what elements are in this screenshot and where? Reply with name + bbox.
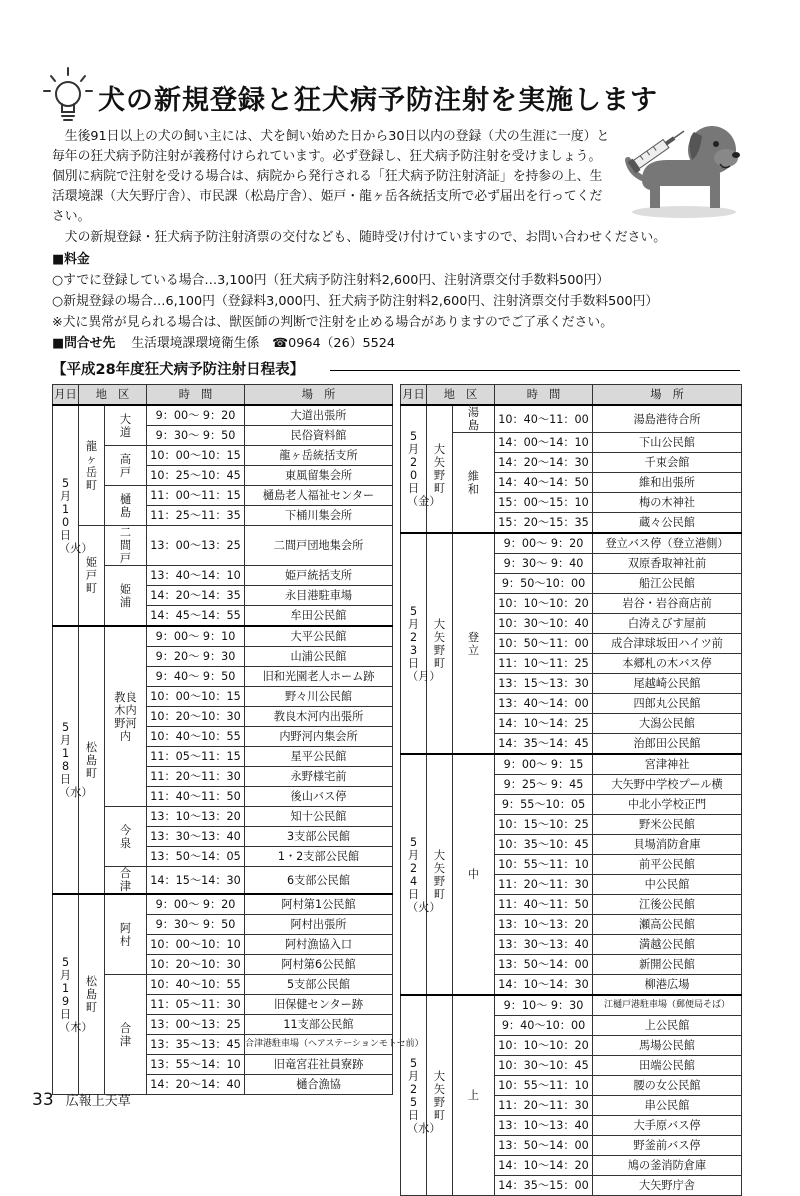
table-row — [401, 533, 742, 554]
table-row — [401, 433, 742, 453]
schedule-time: 10：10～10：20 — [495, 594, 593, 614]
schedule-title-rule — [330, 370, 740, 371]
schedule-area — [105, 867, 147, 895]
header-date: 月日 — [401, 385, 427, 406]
schedule-place: 5支部公民館 — [245, 975, 393, 995]
schedule-time: 9：30～ 9：40 — [495, 554, 593, 574]
schedule-time: 13：50～14：00 — [495, 955, 593, 975]
schedule-time: 10：55～11：10 — [495, 1076, 593, 1096]
schedule-time: 10：35～10：45 — [495, 835, 593, 855]
schedule-day-block — [401, 995, 742, 1196]
schedule-area — [105, 446, 147, 486]
schedule-town — [79, 894, 105, 1095]
schedule-place: 大矢野庁舎 — [593, 1176, 742, 1196]
schedule-place: 瀬高公民館 — [593, 915, 742, 935]
schedule-title: 【平成28年度狂犬病予防注射日程表】 — [52, 362, 305, 378]
schedule-place: 大平公民館 — [245, 626, 393, 647]
page-number: 33 — [32, 1090, 54, 1110]
schedule-day-block — [53, 626, 393, 894]
schedule-area-text: 合津 — [119, 867, 132, 893]
schedule-time: 10：50～11：00 — [495, 634, 593, 654]
schedule-time: 15：00～15：10 — [495, 493, 593, 513]
schedule-place: 柳港広場 — [593, 975, 742, 996]
schedule-time: 11：25～11：35 — [147, 506, 245, 526]
schedule-place: 江後公民館 — [593, 895, 742, 915]
schedule-place: 知十公民館 — [245, 807, 393, 827]
schedule-time: 14：40～14：50 — [495, 473, 593, 493]
dog-vaccine-illustration — [612, 120, 747, 224]
schedule-place: 馬場公民館 — [593, 1036, 742, 1056]
schedule-time: 13：00～13：25 — [147, 1015, 245, 1035]
schedule-area — [105, 626, 147, 807]
page-footer — [32, 1090, 131, 1110]
schedule-area-text: 今泉 — [119, 823, 132, 850]
schedule-time: 14：10～14：20 — [495, 1156, 593, 1176]
schedule-time: 11：20～11：30 — [495, 875, 593, 895]
schedule-time: 11：05～11：15 — [147, 747, 245, 767]
header-area: 地 区 — [79, 385, 147, 406]
schedule-time: 14：20～14：30 — [495, 453, 593, 473]
table-row — [401, 405, 742, 433]
schedule-date-text: 5月18日（水） — [59, 721, 93, 799]
schedule-table-right — [400, 384, 742, 1196]
schedule-place: 成合津球坂田ハイツ前 — [593, 634, 742, 654]
schedule-date-text: 5月19日（木） — [59, 955, 93, 1034]
table-row — [53, 626, 393, 647]
intro-paragraph-2: 犬の新規登録・狂犬病予防注射済票の交付なども、随時受け付けていますので、お問い合わせください。 — [64, 230, 666, 245]
schedule-day-block — [401, 533, 742, 754]
fee-new: ○新規登録の場合…6,100円（登録料3,000円、狂犬病予防注射料2,600円、注射済票交付手数料500円） — [52, 294, 659, 309]
schedule-time: 9：40～10：00 — [495, 1016, 593, 1036]
schedule-area — [453, 754, 495, 995]
schedule-place: 貝場消防倉庫 — [593, 835, 742, 855]
fee-section — [52, 249, 772, 354]
schedule-town-text: 松島町 — [85, 740, 98, 780]
schedule-time: 9：00～ 9：15 — [495, 754, 593, 775]
schedule-time: 9：00～ 9：20 — [147, 894, 245, 915]
schedule-area — [105, 486, 147, 526]
schedule-place: 大矢野中学校プール横 — [593, 775, 742, 795]
schedule-place: 船江公民館 — [593, 574, 742, 594]
schedule-place: 中北小学校正門 — [593, 795, 742, 815]
schedule-area-text: 阿村 — [119, 921, 132, 948]
schedule-time: 10：55～11：10 — [495, 855, 593, 875]
schedule-place: 上公民館 — [593, 1016, 742, 1036]
schedule-place: 阿村第1公民館 — [245, 894, 393, 915]
schedule-area-text: 登立 — [467, 630, 480, 657]
schedule-place: 11支部公民館 — [245, 1015, 393, 1035]
schedule-time: 9：25～ 9：45 — [495, 775, 593, 795]
schedule-place: 6支部公民館 — [245, 867, 393, 895]
schedule-time: 9：40～ 9：50 — [147, 667, 245, 687]
schedule-time: 13：55～14：10 — [147, 1055, 245, 1075]
schedule-place: 治郎田公民館 — [593, 734, 742, 755]
schedule-town — [427, 754, 453, 995]
schedule-place: 東風留集会所 — [245, 466, 393, 486]
schedule-time: 10：15～10：25 — [495, 815, 593, 835]
schedule-time: 13：40～14：00 — [495, 694, 593, 714]
schedule-area-text: 高戸 — [119, 452, 132, 479]
schedule-time: 14：45～14：55 — [147, 606, 245, 627]
schedule-place: 維和出張所 — [593, 473, 742, 493]
schedule-town-text: 大矢野町 — [433, 848, 446, 901]
schedule-town-text: 大矢野町 — [433, 443, 446, 495]
schedule-time: 13：10～13：20 — [147, 807, 245, 827]
schedule-place: 下山公民館 — [593, 433, 742, 453]
schedule-time: 11：20～11：30 — [147, 767, 245, 787]
schedule-place: 民俗資料館 — [245, 426, 393, 446]
schedule-area — [453, 995, 495, 1196]
schedule-place: 腰の女公民館 — [593, 1076, 742, 1096]
schedule-time: 13：10～13：40 — [495, 1116, 593, 1136]
schedule-time: 14：35～14：45 — [495, 734, 593, 755]
schedule-place: 樋合漁協 — [245, 1075, 393, 1095]
header-place: 場 所 — [593, 385, 742, 406]
schedule-place: 牟田公民館 — [245, 606, 393, 627]
schedule-time: 10：30～10：45 — [495, 1056, 593, 1076]
table-row — [53, 405, 393, 426]
schedule-place: 大潟公民館 — [593, 714, 742, 734]
schedule-place: 旧保健センター跡 — [245, 995, 393, 1015]
schedule-place: 新開公民館 — [593, 955, 742, 975]
schedule-time: 9：20～ 9：30 — [147, 647, 245, 667]
schedule-place: 教良木河内出張所 — [245, 707, 393, 727]
schedule-time: 11：20～11：30 — [495, 1096, 593, 1116]
schedule-time: 13：00～13：25 — [147, 526, 245, 566]
schedule-place: 合津港駐車場（ヘアステーションモトセ前） — [245, 1035, 393, 1055]
schedule-place: 内野河内集会所 — [245, 727, 393, 747]
fee-note: ※犬に異常が見られる場合は、獣医師の判断で注射を止める場合がありますのでご了承ください。 — [52, 315, 613, 330]
schedule-place: 四郎丸公民館 — [593, 694, 742, 714]
schedule-place: 岩谷・岩谷商店前 — [593, 594, 742, 614]
schedule-area-text: 大道 — [119, 412, 132, 439]
schedule-time: 14：20～14：40 — [147, 1075, 245, 1095]
schedule-date-text: 5月24日（火） — [407, 835, 441, 914]
header-time: 時 間 — [495, 385, 593, 406]
schedule-place: 山浦公民館 — [245, 647, 393, 667]
schedule-place: 下桶川集会所 — [245, 506, 393, 526]
table-row — [53, 526, 393, 566]
schedule-place: 旧竜宮荘社員寮跡 — [245, 1055, 393, 1075]
schedule-time: 9：00～ 9：10 — [147, 626, 245, 647]
schedule-time: 15：20～15：35 — [495, 513, 593, 534]
schedule-area — [453, 533, 495, 754]
schedule-place: 登立バス停（登立港側） — [593, 533, 742, 554]
intro-paragraph: 生後91日以上の犬の飼い主には、犬を飼い始めた日から30日以内の登録（犬の生涯に一度）と毎年の狂犬病予防注射が義務付けられています。必ず登録し、狂犬病予防注射を受けましょう。個別に病院で注射を受ける場合は、病院から発行される「狂犬病予防注射済証」を持参の上、生活環境課（大矢野庁舎）、市民課（松島庁舎）、姫戸・龍ヶ岳各統括支所で必ず届出を行ってください。 — [52, 129, 610, 224]
schedule-area — [105, 975, 147, 1095]
page-title: 犬の新規登録と狂犬病予防注射を実施します — [98, 85, 658, 116]
schedule-time: 11：40～11：50 — [147, 787, 245, 807]
schedule-place: 白涛えびす屋前 — [593, 614, 742, 634]
schedule-place: 阿村出張所 — [245, 915, 393, 935]
schedule-place: 満越公民館 — [593, 935, 742, 955]
schedule-place: 田端公民館 — [593, 1056, 742, 1076]
schedule-time: 9：00～ 9：20 — [147, 405, 245, 426]
schedule-time: 13：30～13：40 — [147, 827, 245, 847]
schedule-area — [105, 405, 147, 446]
contact-line — [52, 333, 772, 354]
schedule-area-text: 湯島 — [467, 406, 480, 432]
schedule-time: 13：35～13：45 — [147, 1035, 245, 1055]
schedule-place: 串公民館 — [593, 1096, 742, 1116]
schedule-place: 前平公民館 — [593, 855, 742, 875]
schedule-place: 阿村漁協入口 — [245, 935, 393, 955]
schedule-area-text: 上 — [467, 1089, 480, 1102]
contact-heading: ■問合せ先 — [52, 336, 116, 351]
schedule-date-text: 5月20日（金） — [407, 430, 441, 508]
schedule-place: 3支部公民館 — [245, 827, 393, 847]
schedule-time: 14：10～14：30 — [495, 975, 593, 996]
schedule-place: 大道出張所 — [245, 405, 393, 426]
schedule-time: 9：55～10：05 — [495, 795, 593, 815]
schedule-place: 湯島港待合所 — [593, 405, 742, 433]
schedule-time: 11：05～11：30 — [147, 995, 245, 1015]
schedule-date-text: 5月10日（火） — [59, 476, 93, 555]
schedule-date-text: 5月25日（水） — [407, 1056, 441, 1135]
header-place: 場 所 — [245, 385, 393, 406]
schedule-town-text: 大矢野町 — [433, 1069, 446, 1122]
schedule-time: 9：30～ 9：50 — [147, 915, 245, 935]
schedule-town-text: 龍ヶ岳町 — [85, 439, 98, 492]
schedule-time: 11：40～11：50 — [495, 895, 593, 915]
schedule-day-block — [53, 405, 393, 626]
table-row — [53, 894, 393, 915]
schedule-area-text: 二間戸 — [119, 526, 132, 565]
schedule-date-text: 5月23日（月） — [407, 604, 441, 683]
schedule-time: 10：00～10：15 — [147, 446, 245, 466]
publication-name: 広報上天草 — [65, 1094, 131, 1109]
schedule-time: 10：20～10：30 — [147, 955, 245, 975]
schedule-town-text: 松島町 — [85, 975, 98, 1014]
schedule-area-text: 姫浦 — [119, 582, 132, 609]
schedule-area — [105, 894, 147, 975]
schedule-time: 11：00～11：15 — [147, 486, 245, 506]
schedule-time: 14：10～14：25 — [495, 714, 593, 734]
schedule-time: 10：10～10：20 — [495, 1036, 593, 1056]
schedule-time: 10：40～10：55 — [147, 727, 245, 747]
schedule-town — [427, 995, 453, 1196]
schedule-place: 尾越崎公民館 — [593, 674, 742, 694]
schedule-place: 旧和光園老人ホーム跡 — [245, 667, 393, 687]
schedule-place: 双原香取神社前 — [593, 554, 742, 574]
schedule-place: 二間戸団地集会所 — [245, 526, 393, 566]
schedule-time: 9：10～ 9：30 — [495, 995, 593, 1016]
schedule-day-block — [53, 894, 424, 1095]
schedule-day-block — [401, 754, 742, 995]
schedule-time: 14：20～14：35 — [147, 586, 245, 606]
schedule-time: 13：10～13：20 — [495, 915, 593, 935]
schedule-time: 13：30～13：40 — [495, 935, 593, 955]
schedule-area — [453, 405, 495, 433]
schedule-area — [105, 807, 147, 867]
table-row — [401, 754, 742, 775]
schedule-time: 10：20～10：30 — [147, 707, 245, 727]
schedule-town-text: 大矢野町 — [433, 617, 446, 670]
schedule-place: 江樋戸港駐車場（郵便局そば） — [593, 995, 742, 1016]
schedule-town — [79, 405, 105, 526]
schedule-area — [105, 566, 147, 627]
schedule-time: 9：30～ 9：50 — [147, 426, 245, 446]
fee-registered: ○すでに登録している場合…3,100円（狂犬病予防注射料2,600円、注射済票交付手数料500円） — [52, 273, 610, 288]
schedule-time: 9：50～10：00 — [495, 574, 593, 594]
schedule-town — [79, 626, 105, 894]
schedule-day-block — [401, 405, 742, 533]
schedule-place: 中公民館 — [593, 875, 742, 895]
table-row — [401, 995, 742, 1016]
schedule-time: 10：40～11：00 — [495, 405, 593, 433]
schedule-town — [427, 533, 453, 754]
schedule-time: 13：50～14：05 — [147, 847, 245, 867]
schedule-area-text: 樋島 — [119, 492, 132, 519]
schedule-place: 蔵々公民館 — [593, 513, 742, 534]
lightbulb-icon — [42, 66, 94, 126]
schedule-place: 姫戸統括支所 — [245, 566, 393, 586]
schedule-place: 1・2支部公民館 — [245, 847, 393, 867]
fee-heading: ■料金 — [52, 252, 90, 267]
schedule-time: 11：10～11：25 — [495, 654, 593, 674]
intro-text — [52, 127, 612, 227]
schedule-time: 10：40～10：55 — [147, 975, 245, 995]
schedule-place: 永野様宅前 — [245, 767, 393, 787]
schedule-place: 本郷札の木バス停 — [593, 654, 742, 674]
schedule-time: 14：35～15：00 — [495, 1176, 593, 1196]
schedule-area — [453, 433, 495, 534]
schedule-place: 梅の木神社 — [593, 493, 742, 513]
schedule-time: 9：00～ 9：20 — [495, 533, 593, 554]
schedule-town — [79, 526, 105, 627]
header-area: 地 区 — [427, 385, 495, 406]
schedule-place: 千束会館 — [593, 453, 742, 473]
schedule-time: 14：00～14：10 — [495, 433, 593, 453]
schedule-time: 13：40～14：10 — [147, 566, 245, 586]
schedule-time: 13：15～13：30 — [495, 674, 593, 694]
contact-info: 生活環境課環境衛生係 ☎0964（26）5524 — [131, 336, 396, 351]
schedule-place: 野々川公民館 — [245, 687, 393, 707]
schedule-area-text: 維和 — [467, 469, 480, 496]
schedule-area — [105, 526, 147, 566]
schedule-place: 鳩の釜消防倉庫 — [593, 1156, 742, 1176]
schedule-place: 野米公民館 — [593, 815, 742, 835]
schedule-place: 宮津神社 — [593, 754, 742, 775]
schedule-place: 阿村第6公民館 — [245, 955, 393, 975]
schedule-time: 10：00～10：10 — [147, 935, 245, 955]
header-date: 月日 — [53, 385, 79, 406]
schedule-town — [427, 405, 453, 533]
schedule-place: 永目港駐車場 — [245, 586, 393, 606]
schedule-time: 10：00～10：15 — [147, 687, 245, 707]
schedule-time: 14：15～14：30 — [147, 867, 245, 895]
schedule-place: 後山バス停 — [245, 787, 393, 807]
schedule-place: 樋島老人福祉センター — [245, 486, 393, 506]
schedule-area-text: 合津 — [119, 1021, 132, 1048]
schedule-place: 野釜前バス停 — [593, 1136, 742, 1156]
schedule-time: 10：30～10：40 — [495, 614, 593, 634]
schedule-place: 龍ヶ岳統括支所 — [245, 446, 393, 466]
schedule-area-text: 中 — [467, 868, 480, 881]
schedule-town-text: 姫戸町 — [85, 556, 98, 595]
header-time: 時 間 — [147, 385, 245, 406]
schedule-place: 大手原バス停 — [593, 1116, 742, 1136]
schedule-place: 星平公民館 — [245, 747, 393, 767]
schedule-area-text: 教良木内野河内 — [114, 690, 137, 743]
schedule-time: 13：50～14：00 — [495, 1136, 593, 1156]
schedule-time: 10：25～10：45 — [147, 466, 245, 486]
